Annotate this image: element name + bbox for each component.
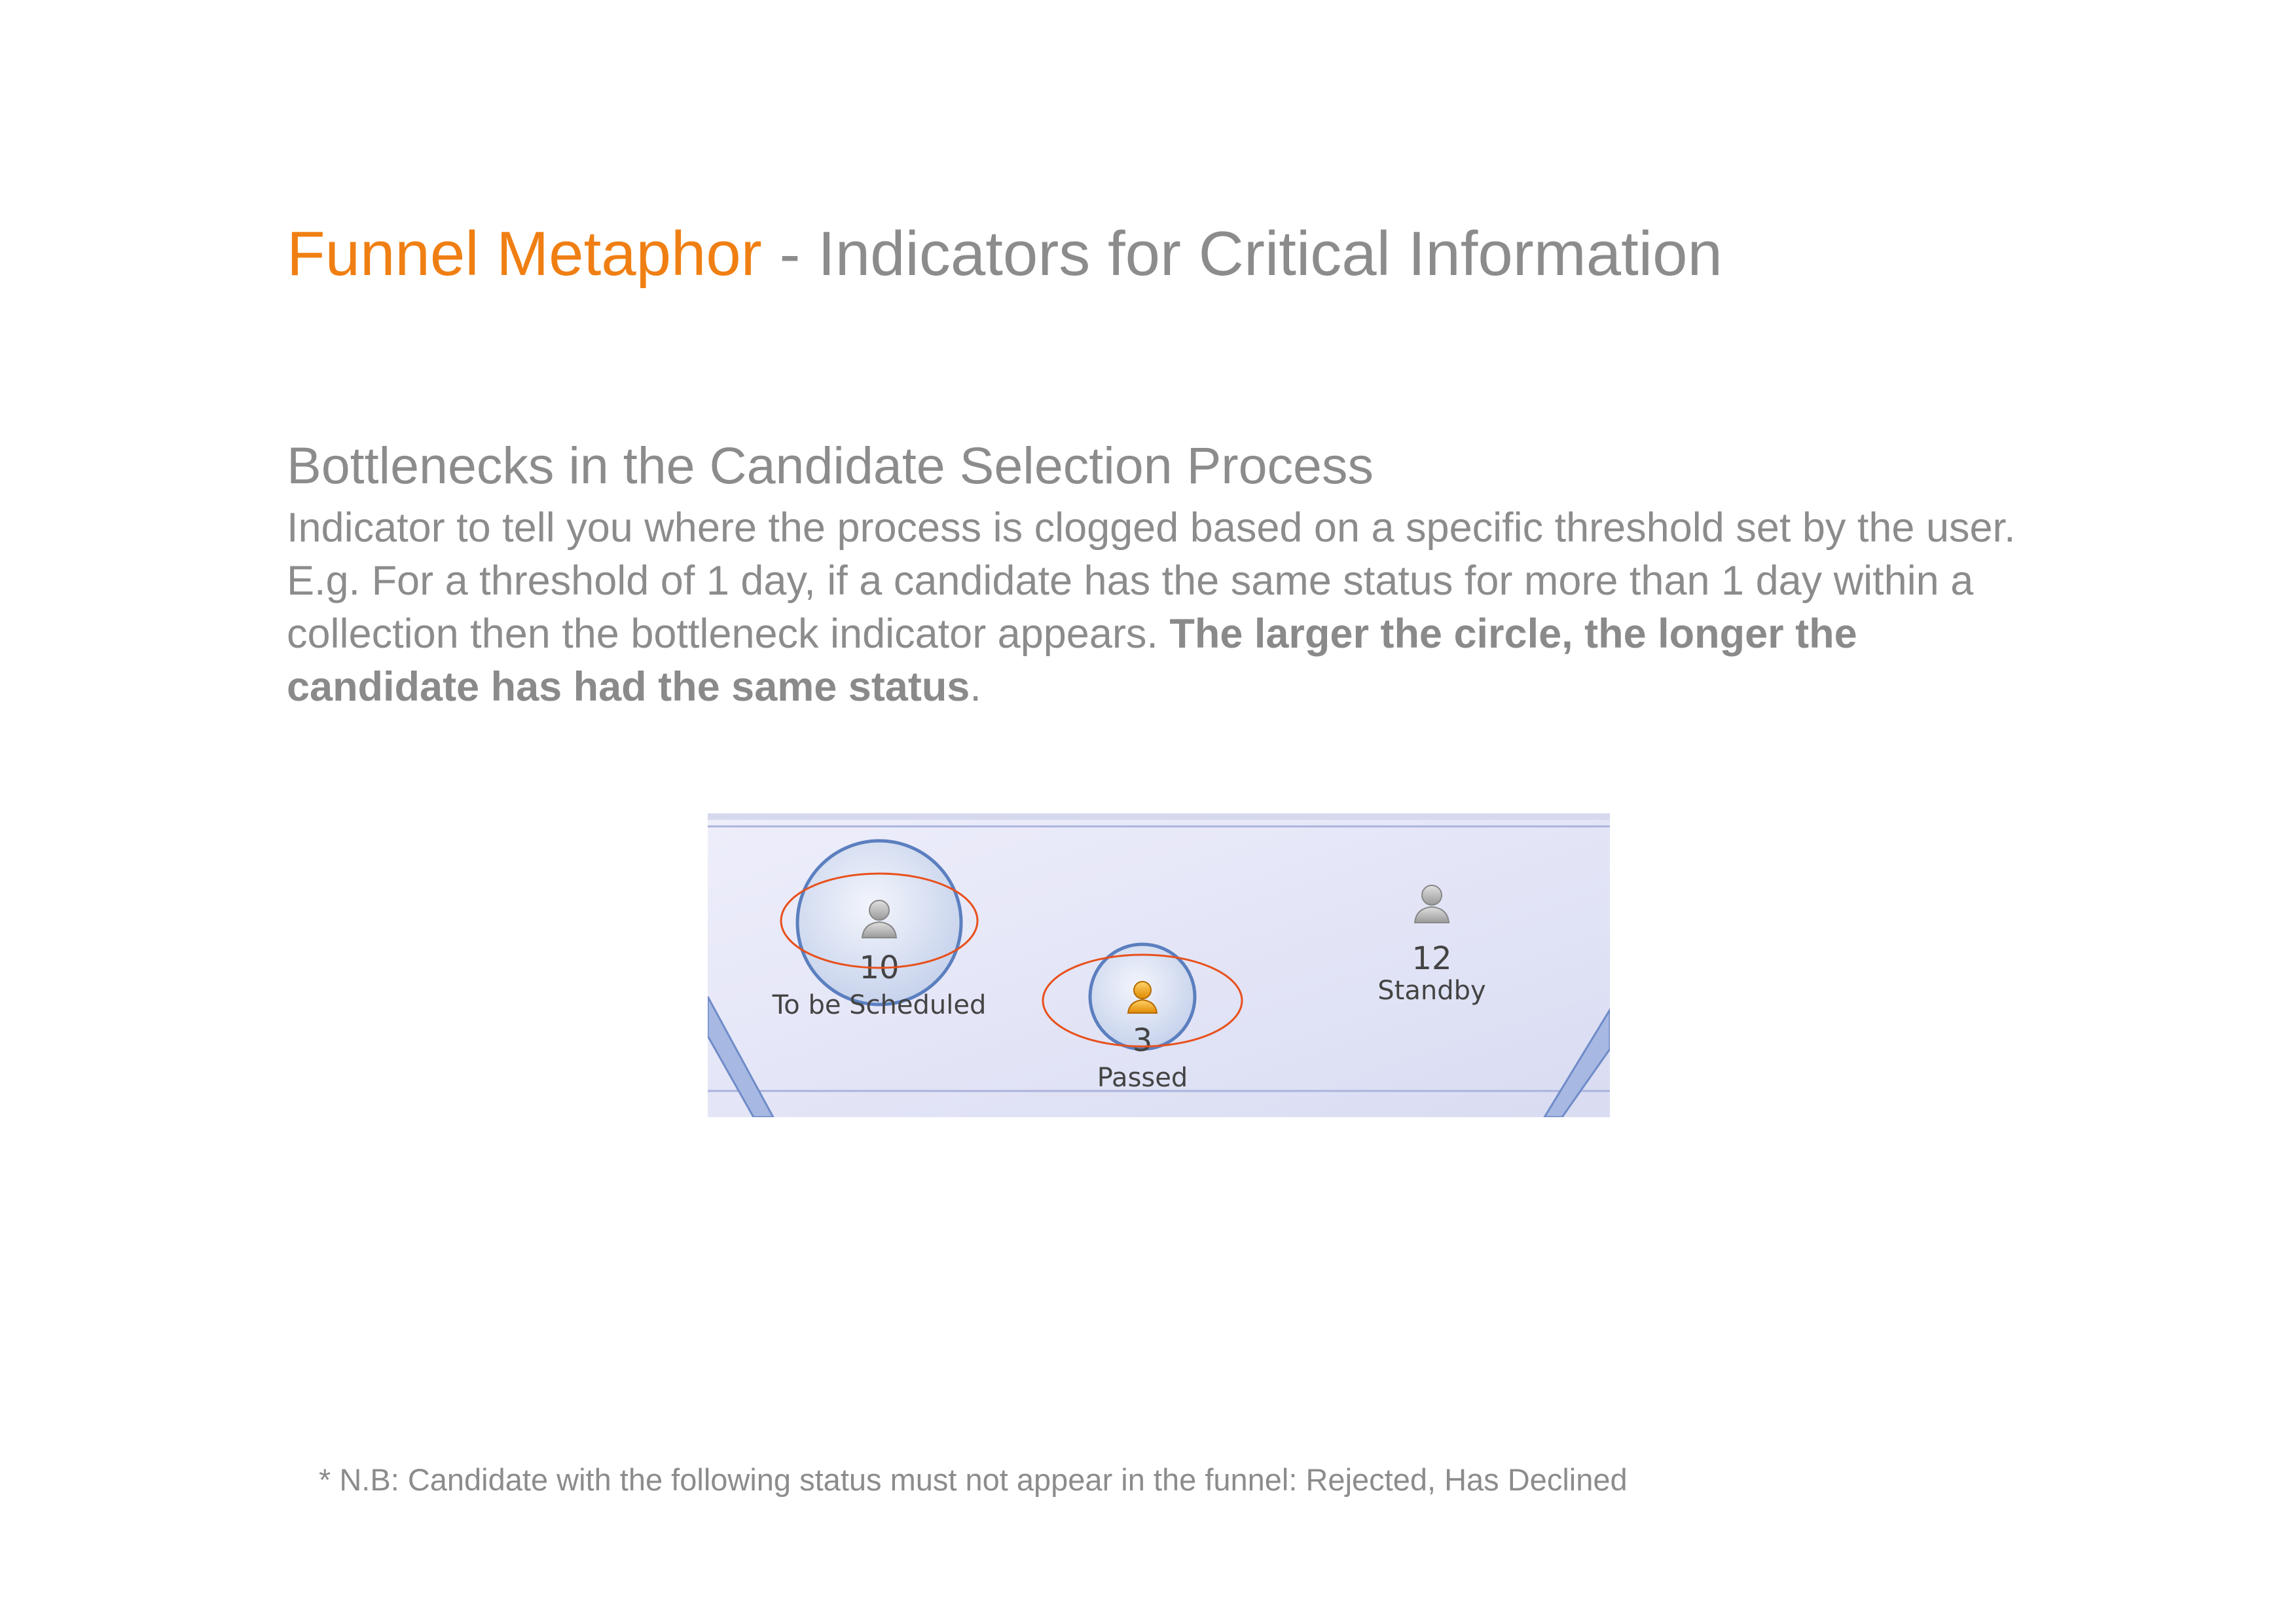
section-heading: Bottlenecks in the Candidate Selection Process xyxy=(287,436,1374,494)
body-end: . xyxy=(970,664,981,710)
section-body xyxy=(287,502,2054,714)
status-label: Passed xyxy=(1097,1063,1188,1093)
title-rest: - Indicators for Critical Information xyxy=(761,219,1722,289)
body-emphasis: The larger the circle, the longer the candidate has had the same status xyxy=(287,611,1857,710)
status-count: 10 xyxy=(859,950,900,986)
status-label: To be Scheduled xyxy=(772,990,987,1020)
funnel-view xyxy=(708,813,1610,1117)
slide-title xyxy=(287,216,1722,291)
body-text: Indicator to tell you where the process is clogged based on a specific threshold set by the user. E.g. For a threshold of 1 day, if a candidate has the same status for more than 1 day within a collection then the bottleneck indicator appears. xyxy=(287,505,2016,657)
status-label: Standby xyxy=(1377,976,1486,1006)
footnote: * N.B: Candidate with the following status must not appear in the funnel: Rejected, Has Declined xyxy=(319,1462,1628,1497)
status-count: 12 xyxy=(1412,940,1452,977)
title-accent: Funnel Metaphor xyxy=(287,219,762,289)
status-count: 3 xyxy=(1132,1022,1153,1059)
funnel-screenshot xyxy=(708,813,1610,1117)
